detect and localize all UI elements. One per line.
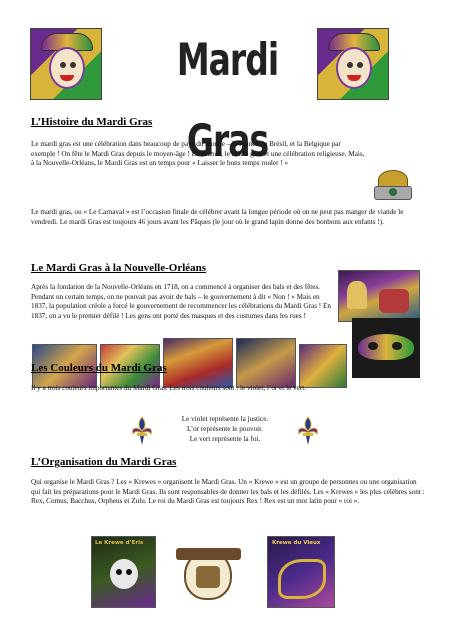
krewe-eris-label: Le Krewe d’Eris (95, 540, 144, 546)
fleur-de-lis-icon-right (296, 416, 320, 446)
krewe-eris-image (91, 536, 156, 608)
krewe-vieux-image (267, 536, 335, 608)
paragraph-couleurs: Il y a trois couleurs importantes du Mardi Gras. Les trois couleurs sont : le violet, l’or et le vert. (31, 384, 307, 392)
color-violet-text: Le violet représente la justice. (181, 415, 269, 423)
jester-image-right (317, 28, 389, 100)
page-title: Mardi Gras (176, 33, 279, 167)
fleur-de-lis-icon-left (130, 416, 154, 446)
carnival-mask-image (352, 318, 420, 378)
krewe-vieux-label: Krewe du Vieux (272, 540, 321, 546)
section-heading-nouvelle-orleans: Le Mardi Gras à la Nouvelle-Orléans (31, 262, 207, 274)
section-heading-couleurs: Les Couleurs du Mardi Gras (31, 362, 167, 374)
color-vert-text: Le vert représente la foi. (189, 435, 261, 443)
parade-photo-4 (236, 338, 296, 388)
colors-list (160, 414, 290, 444)
jester-image-left (30, 28, 102, 100)
parade-image-top (338, 270, 420, 322)
paragraph-histoire-1: Le mardi gras est une célébration dans beaucoup de pays du monde – la France, le Brésil, et la Belgique par exemple ! On fête le Mardi Gras depuis le moyen-âge ! En France, le mardi gras et une célébration religieuse. Mais, à la Nouvelle-Orléans, le Mardi Gras est un temps pour « Laisser le bons temps rouler ! » (31, 140, 365, 168)
paragraph-histoire-2: Le mardi gras, ou « Le Carnaval » est l’occasion finale de célébrer avant la longue période où on ne peut pas manger de viande le vendredi. Le mardi Gras est toujours 46 jours avant les Pâques (le jour où le grand lapin donne des bonbons aux enfants !). (31, 208, 404, 226)
parade-photo-3 (163, 338, 233, 388)
krewe-emblem-image (176, 544, 241, 606)
paragraph-nouvelle-orleans: Après la fondation de la Nouvelle-Orléans en 1718, on a commencé à organiser des bals et des fêtes. Pendant un certain temps, on ne pouvait pas avoir de bals – le gouvernement à dit « Non ! » Mais en 1837, la population créole a forcé le gouvernement de recommencer les célébrations du Mardi Gras ! En 1837, on a vu le premier défilé ! Les gens ont porté des masques et des costumes dans les rues ! (31, 283, 331, 320)
parade-photo-5 (299, 344, 347, 388)
section-heading-organisation: L’Organisation du Mardi Gras (31, 456, 177, 468)
paragraph-organisation: Qui organise le Mardi Gras ? Les « Krewes » organisent le Mardi Gras. Un « Krewe » est un groupe de personnes ou une organisation qui fait les préparations pour le Mardi Gras. Ils sont responsables de donner les bals et les défilés. Les « Krewes » les plus célèbres sont : Rex, Comus, Bacchus, Orpheus et Zulu. Le roi du Mardi Gras est toujours Rex ! Rex est un mot latin pour « roi ». (31, 478, 425, 506)
crown-image (370, 166, 416, 204)
section-heading-histoire: L’Histoire du Mardi Gras (31, 116, 153, 128)
color-or-text: L’or représente le pouvoir. (187, 425, 263, 433)
